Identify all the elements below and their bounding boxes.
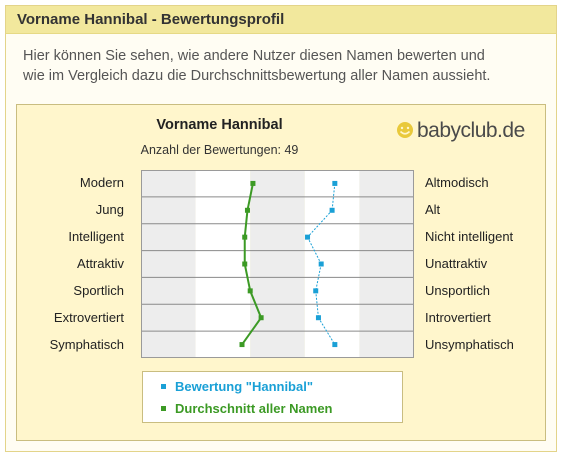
data-point-hannibal <box>330 208 335 213</box>
legend-label-hannibal: Bewertung "Hannibal" <box>175 379 314 394</box>
data-point-hannibal <box>313 288 318 293</box>
rating-profile-panel <box>5 5 557 452</box>
data-point-average <box>240 342 245 347</box>
intro-line-2: wie im Vergleich dazu die Durchschnittsbewertung aller Namen aussieht. <box>23 68 491 84</box>
row-label-left: Symphatisch <box>49 336 124 352</box>
chart-plot-area <box>141 170 414 358</box>
grid-band <box>250 170 305 358</box>
row-label-right: Alt <box>425 202 441 218</box>
row-label-right: Nicht intelligent <box>425 229 514 245</box>
data-point-hannibal <box>305 235 310 240</box>
panel-header <box>6 6 556 34</box>
grid-band <box>196 170 251 358</box>
intro-text <box>23 46 543 86</box>
grid-band <box>359 170 414 358</box>
data-point-average <box>250 181 255 186</box>
data-point-average <box>245 208 250 213</box>
chart-subtitle: Anzahl der Bewertungen: 49 <box>140 143 299 157</box>
intro-line-1: Hier können Sie sehen, wie andere Nutzer diesen Namen bewerten und <box>23 48 485 64</box>
row-label-left: Intelligent <box>68 229 124 245</box>
row-label-right: Altmodisch <box>425 175 489 191</box>
legend-item-average <box>175 401 333 416</box>
babyclub-logo <box>395 116 540 146</box>
smiley-sun-icon <box>395 120 415 140</box>
logo-text: babyclub.de <box>417 119 525 142</box>
data-point-hannibal <box>316 315 321 320</box>
data-point-hannibal <box>332 342 337 347</box>
page-title: Vorname Hannibal - Bewertungsprofil <box>17 11 285 28</box>
row-label-right: Unsymphatisch <box>425 336 514 352</box>
legend-marker-hannibal <box>161 384 166 389</box>
data-point-average <box>242 235 247 240</box>
legend-item-hannibal <box>175 379 313 394</box>
data-point-average <box>242 262 247 267</box>
row-label-left: Sportlich <box>73 282 124 298</box>
grid-band <box>305 170 360 358</box>
rating-chart <box>16 104 546 441</box>
data-point-hannibal <box>332 181 337 186</box>
legend-marker-average <box>161 406 166 411</box>
row-label-right: Unsportlich <box>425 282 491 298</box>
row-label-left: Jung <box>95 202 124 218</box>
row-label-left: Attraktiv <box>77 256 124 271</box>
row-label-left: Extrovertiert <box>53 309 124 325</box>
data-point-average <box>259 315 264 320</box>
grid-band <box>141 170 196 358</box>
legend-label-average: Durchschnitt aller Namen <box>175 401 333 416</box>
chart-title: Vorname Hannibal <box>156 117 283 133</box>
chart-legend <box>142 371 403 423</box>
row-label-left: Modern <box>79 175 124 191</box>
data-point-hannibal <box>319 262 324 267</box>
row-label-right: Introvertiert <box>425 309 491 325</box>
row-label-right: Unattraktiv <box>425 256 488 271</box>
data-point-average <box>248 288 253 293</box>
